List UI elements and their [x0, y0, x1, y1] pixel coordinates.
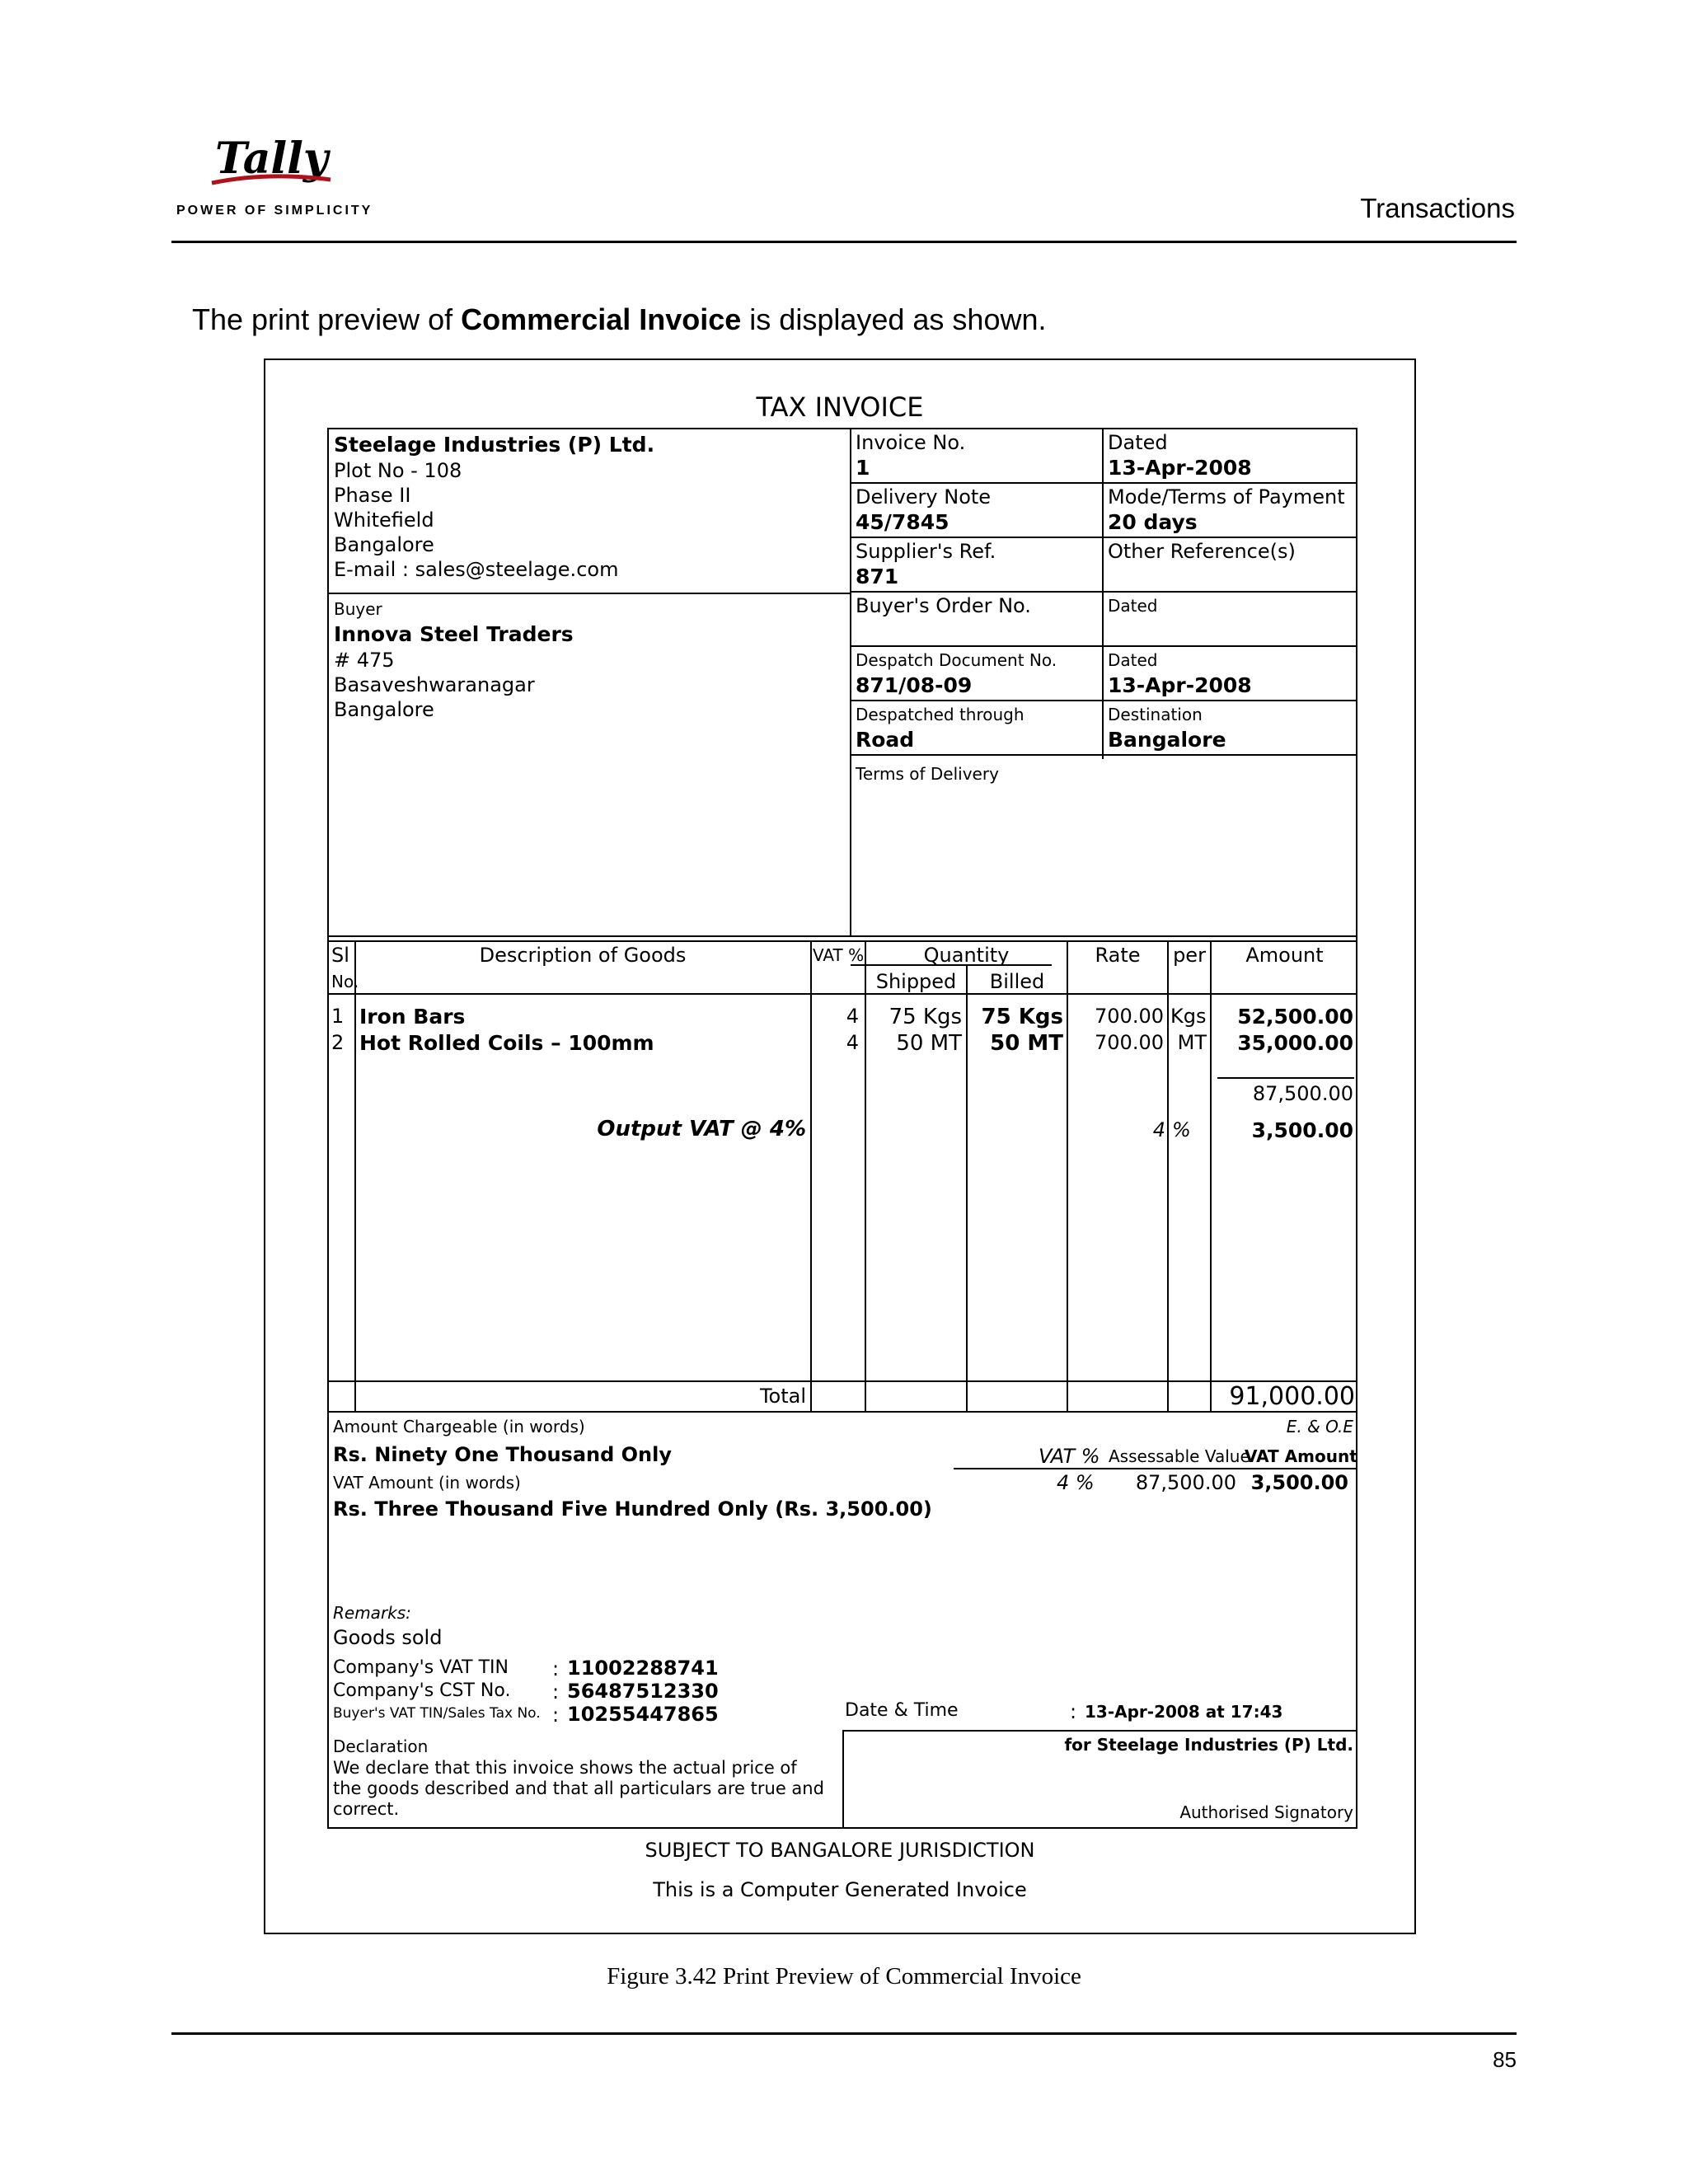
despatched-through: Road — [856, 728, 915, 752]
col-description: Description of Goods — [479, 944, 687, 967]
eoe: E. & O.E — [1286, 1417, 1353, 1436]
total-bottom-rule — [327, 1411, 1357, 1413]
summary-assessable: 87,500.00 — [1135, 1471, 1236, 1494]
seller-line: Whitefield — [334, 509, 434, 532]
subtotal-rule — [1217, 1077, 1354, 1079]
invoice-preview: TAX INVOICE Steelage Industries (P) Ltd. Plot No - 108 Phase II Whitefield Bangalore E-mail : sales@steelage.com Buyer Innova Steel Traders # 475 Basaveshwaranagar Bangalore Invoice No. 1 Dated 13-Apr-2008 Delivery Note 45/7845 Mode/Terms of Payment 20 days Supplier's Ref. 871 Other Reference(s) Buyer's Order No. Dated Despatch Document No. 871/08-09 Dated 13-Apr-2008 Despatched through Road Destination Bangalore Terms of Delivery Sl No. Description of Goods VAT % Quantity Shipped Billed Rate per Amount 1 Iron Bars 4 75 Kgs 75 Kgs 700.00 Kgs 52,500.00 2 Hot Rolled Coils – 100mm 4 50 MT 50 MT 700.00 MT 35,000.00 87,500.00 Output VAT @ 4% 4 % 3,500.00 Total 91,000.00 Amount Chargeable (in words) E. & O.E Rs. Ninety One Thousand Only VAT Amount (in words) Rs. Three Thousand Five Hundred Only (Rs. 3,500.00) VAT % Assessable Value VAT Amount 4 % 87,500.00 3,500.00 Remarks: Goods sold Company's VAT TIN : 11002288741 Company's CST No. : 56487512330 Buyer's VAT TIN/Sales Tax No. : 10255447865 Date & Time : 13-Apr-2008 at 17:43 Declaration We declare that this invoice shows the actual price of the goods described and that all particulars are true and correct. for Steelage Industries (P) Ltd. Authorised Signatory SUBJECT TO BANGALORE JURISDICTION This is a Computer Generated Invoice — [264, 359, 1416, 1934]
buyer-order-dated-label: Dated — [1108, 596, 1158, 616]
despatch-date: 13-Apr-2008 — [1108, 673, 1252, 697]
computer-generated-note: This is a Computer Generated Invoice — [653, 1878, 1027, 1901]
total-top-rule — [327, 1380, 1357, 1382]
delivery-note: 45/7845 — [856, 510, 950, 534]
supplier-ref: 871 — [856, 565, 899, 588]
seller-buyer-divider — [327, 593, 851, 594]
section-title: Transactions — [1360, 193, 1515, 223]
destination: Bangalore — [1108, 728, 1226, 752]
payment-terms-label: Mode/Terms of Payment — [1108, 485, 1345, 509]
seller-line: Bangalore — [334, 533, 434, 556]
seller-name: Steelage Industries (P) Ltd. — [334, 433, 655, 457]
vat-line-per: % — [1172, 1118, 1191, 1141]
summary-amount: 3,500.00 — [1250, 1471, 1348, 1494]
payment-terms: 20 days — [1108, 510, 1198, 534]
invoice-date: 13-Apr-2008 — [1108, 456, 1252, 480]
page-number: 85 — [1493, 2047, 1517, 2072]
datetime-label: Date & Time — [845, 1700, 959, 1721]
invoice-no-label: Invoice No. — [856, 431, 966, 454]
footer-rule — [171, 2032, 1517, 2035]
col-per: per — [1173, 944, 1206, 967]
col-quantity: Quantity — [923, 944, 1010, 967]
declaration-label: Declaration — [333, 1736, 429, 1756]
tally-logo — [210, 132, 334, 190]
jurisdiction-note: SUBJECT TO BANGALORE JURISDICTION — [645, 1839, 1035, 1862]
summary-vat-header: VAT % — [1039, 1445, 1100, 1468]
amount-words-label: Amount Chargeable (in words) — [333, 1417, 585, 1436]
despatch-doc-label: Despatch Document No. — [856, 650, 1057, 670]
delivery-note-label: Delivery Note — [856, 485, 992, 509]
header-rule — [171, 241, 1517, 243]
col-shipped: Shipped — [875, 970, 957, 993]
summary-amount-header: VAT Amount — [1245, 1446, 1357, 1466]
buyer-name: Innova Steel Traders — [334, 622, 574, 646]
items-header-rule — [327, 993, 1357, 995]
despatch-doc: 871/08-09 — [856, 673, 973, 697]
signature-box-top — [842, 1730, 1357, 1732]
despatched-through-label: Despatched through — [856, 705, 1025, 724]
buyer-label: Buyer — [334, 599, 382, 619]
remarks-label: Remarks: — [333, 1603, 411, 1623]
vat-in-words: Rs. Three Thousand Five Hundred Only (Rs. 3,500.00) — [333, 1497, 932, 1521]
other-ref-label: Other Reference(s) — [1108, 540, 1296, 563]
col-rate: Rate — [1095, 944, 1141, 967]
col-billed: Billed — [989, 970, 1045, 993]
seller-email: E-mail : sales@steelage.com — [334, 558, 619, 581]
declaration-line: the goods described and that all particulars are true and — [333, 1779, 824, 1798]
summary-assessable-header: Assessable Value — [1109, 1446, 1250, 1466]
buyer-line: # 475 — [334, 649, 395, 672]
signature-box-left — [842, 1730, 844, 1829]
vat-line-rate: 4 — [1152, 1118, 1165, 1141]
grand-total: 91,000.00 — [1229, 1382, 1355, 1411]
item-description: Hot Rolled Coils – 100mm — [359, 1031, 654, 1055]
header-divider — [850, 428, 851, 937]
vat-line-amount: 3,500.00 — [1251, 1118, 1353, 1142]
total-label: Total — [759, 1385, 806, 1408]
seller-line: Phase II — [334, 484, 411, 507]
col-no: No. — [331, 972, 359, 991]
destination-label: Destination — [1108, 705, 1203, 724]
buyer-line: Bangalore — [334, 698, 434, 721]
remarks: Goods sold — [333, 1626, 443, 1649]
buyer-order-label: Buyer's Order No. — [856, 594, 1031, 617]
items-top-rule — [327, 940, 1357, 942]
buyer-line: Basaveshwaranagar — [334, 673, 535, 696]
col-amount: Amount — [1245, 944, 1324, 967]
supplier-ref-label: Supplier's Ref. — [856, 540, 996, 563]
dated-label: Dated — [1108, 431, 1168, 454]
vat-words-label: VAT Amount (in words) — [333, 1473, 521, 1493]
despatch-dated-label: Dated — [1108, 650, 1158, 670]
summary-vat: 4 % — [1057, 1471, 1095, 1494]
vat-line-label: Output VAT @ 4% — [597, 1117, 806, 1141]
terms-delivery-label: Terms of Delivery — [856, 764, 999, 784]
seller-line: Plot No - 108 — [334, 459, 462, 482]
fields-divider — [1102, 428, 1104, 759]
datetime: 13-Apr-2008 at 17:43 — [1085, 1702, 1283, 1722]
amount-in-words: Rs. Ninety One Thousand Only — [333, 1443, 672, 1466]
invoice-title: TAX INVOICE — [756, 391, 924, 423]
item-description: Iron Bars — [359, 1005, 466, 1029]
logo-text: Tally — [215, 134, 329, 184]
authorised-signatory: Authorised Signatory — [1179, 1802, 1353, 1822]
declaration-line: We declare that this invoice shows the actual price of — [333, 1758, 797, 1778]
declaration-line: correct. — [333, 1799, 400, 1819]
for-company: for Steelage Industries (P) Ltd. — [1064, 1735, 1353, 1755]
col-sl: Sl — [331, 944, 349, 967]
logo-tagline: POWER OF SIMPLICITY — [176, 204, 373, 218]
subtotal: 87,500.00 — [1252, 1082, 1353, 1105]
intro-text: The print preview of Commercial Invoice is displayed as shown. — [192, 302, 1047, 336]
summary-rule — [954, 1468, 1357, 1469]
col-vat: VAT % — [813, 945, 865, 965]
figure-caption: Figure 3.42 Print Preview of Commercial Invoice — [607, 1963, 1081, 1990]
invoice-no: 1 — [856, 456, 870, 480]
